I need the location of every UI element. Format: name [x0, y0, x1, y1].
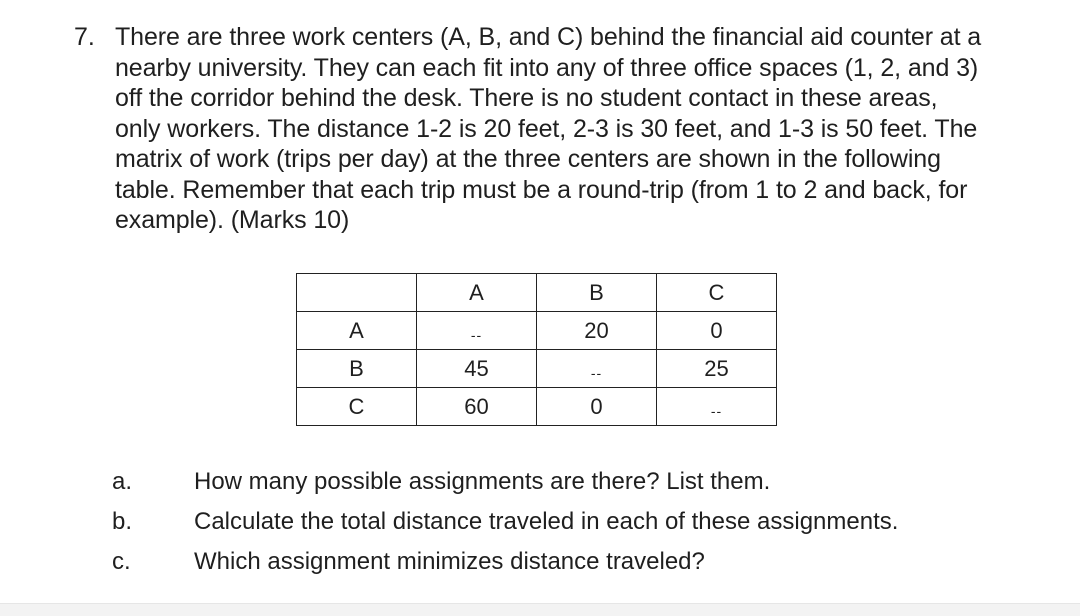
- subquestion-a: [112, 462, 1062, 502]
- subquestion-list: [112, 462, 1062, 582]
- question-line: example). (Marks 10): [115, 206, 350, 234]
- table-cell-dash: --: [590, 364, 603, 381]
- work-matrix-table: [296, 273, 777, 426]
- table-cell: [537, 350, 657, 388]
- table-cell: 20: [537, 312, 657, 350]
- table-cell: 0: [657, 312, 777, 350]
- question-line: table. Remember that each trip must be a round-trip (from 1 to 2 and back, for: [115, 175, 968, 204]
- subquestion-letter: c.: [112, 548, 131, 575]
- subquestion-text: Which assignment minimizes distance traveled?: [194, 548, 705, 575]
- subquestion-text: How many possible assignments are there? List them.: [194, 468, 771, 495]
- subquestion-text: Calculate the total distance traveled in each of these assignments.: [194, 508, 899, 535]
- table-header-cell: [297, 274, 417, 312]
- table-row: [297, 388, 777, 426]
- question-number: 7.: [74, 23, 95, 51]
- table-cell: 60: [417, 388, 537, 426]
- table-cell: [417, 312, 537, 350]
- table-row: [297, 312, 777, 350]
- table-cell: [657, 388, 777, 426]
- question-text: [115, 22, 1055, 236]
- table-row: [297, 350, 777, 388]
- question-line: matrix of work (trips per day) at the three centers are shown in the following: [115, 145, 941, 173]
- subquestion-b: [112, 502, 1062, 542]
- table-cell-dash: --: [470, 326, 483, 343]
- question-line: nearby university. They can each fit into any of three office spaces (1, 2, and 3): [115, 53, 979, 82]
- table-cell: 0: [537, 388, 657, 426]
- table-row-label: C: [297, 388, 417, 426]
- question-line: only workers. The distance 1-2 is 20 feet, 2-3 is 30 feet, and 1-3 is 50 feet. The: [115, 114, 978, 143]
- table-cell: 45: [417, 350, 537, 388]
- table-cell: 25: [657, 350, 777, 388]
- table-header-cell: A: [417, 274, 537, 312]
- subquestion-c: [112, 542, 1062, 582]
- table-row-label: B: [297, 350, 417, 388]
- table-cell-dash: --: [710, 402, 723, 419]
- question-line: off the corridor behind the desk. There is no student contact in these areas,: [115, 84, 938, 112]
- table-header-cell: C: [657, 274, 777, 312]
- table-header-row: [297, 274, 777, 312]
- subquestion-letter: b.: [112, 508, 133, 535]
- table-row-label: A: [297, 312, 417, 350]
- table-header-cell: B: [537, 274, 657, 312]
- bottom-divider: [0, 603, 1080, 616]
- question-line: There are three work centers (A, B, and C) behind the financial aid counter at a: [115, 23, 982, 51]
- subquestion-letter: a.: [112, 468, 133, 495]
